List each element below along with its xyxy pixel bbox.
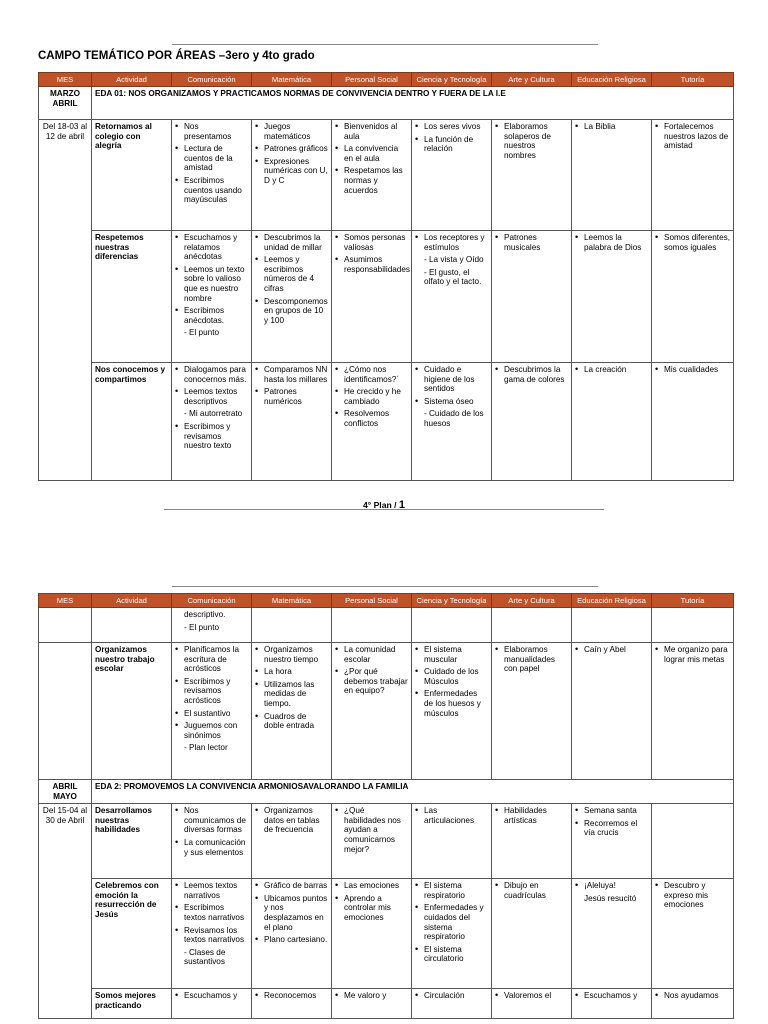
- activity-title: Desarrollamos nuestras habilidades: [92, 804, 172, 879]
- cell-list: [495, 806, 568, 825]
- bullet-item: • Patrones numéricos: [255, 387, 328, 406]
- bullet-item: • Elaboramos solaperos de nuestros nombres: [495, 122, 568, 160]
- column-header: Educación Religiosa: [572, 73, 652, 87]
- cell-list: [175, 806, 248, 857]
- cell-list: [495, 122, 568, 160]
- bullet-item: • Gráfico de barras: [255, 881, 328, 891]
- cell-list: [335, 645, 408, 696]
- content-cell: [492, 120, 572, 231]
- bullet-item: • Cuidado de los Músculos: [415, 667, 488, 686]
- cell-list: [655, 881, 730, 910]
- bullet-item: • Juegos matemáticos: [255, 122, 328, 141]
- content-cell: [332, 643, 412, 780]
- content-cell: [172, 120, 252, 231]
- content-cell: [572, 879, 652, 989]
- top-rule: [172, 586, 598, 587]
- bullet-item: • Resolvemos conflictos: [335, 409, 408, 428]
- bullet-item: • Escuchamos y relatamos anécdotas: [175, 233, 248, 262]
- activity-title: Celebremos con emoción la resurrección de Jesús: [92, 879, 172, 989]
- cell-list: [575, 645, 648, 655]
- bullet-item: • Leemos textos narrativos: [175, 881, 248, 900]
- content-cell: [492, 879, 572, 989]
- content-cell: [252, 989, 332, 1019]
- activity-title: Organizamos nuestro trabajo escolar: [95, 645, 155, 674]
- eda-row: [39, 780, 734, 804]
- content-cell: [252, 231, 332, 363]
- month-label: MARZO: [49, 89, 80, 98]
- bullet-item: • Enfermedades y cuidados del sistema respiratorio: [415, 903, 488, 941]
- content-cell: [172, 989, 252, 1019]
- column-header: Arte y Cultura: [492, 73, 572, 87]
- bullet-item: • Escribimos y revisamos nuestro texto: [175, 422, 248, 451]
- content-cell: [252, 643, 332, 780]
- bullet-item: • La hora: [255, 667, 328, 677]
- cell-list: [495, 365, 568, 384]
- cell-list: [415, 122, 488, 154]
- content-cell: [332, 120, 412, 231]
- table-row: [39, 804, 734, 879]
- cell-list: [655, 645, 730, 664]
- sub-item: - El punto: [184, 328, 220, 338]
- content-cell: [332, 363, 412, 481]
- content-cell: [332, 231, 412, 363]
- bullet-item: • Escribimos textos narrativos: [175, 903, 248, 922]
- content-cell: [39, 643, 92, 780]
- bullet-item: • Circulación: [415, 991, 488, 1001]
- bullet-item: • ¿Qué habilidades nos ayudan a comunicarnos mejor?: [335, 806, 408, 854]
- footer-label: 4° Plan /: [362, 500, 399, 510]
- bullet-item: • La creación: [575, 365, 648, 375]
- content-cell: [172, 643, 252, 780]
- content-cell: [652, 989, 734, 1019]
- content-cell: [652, 120, 734, 231]
- cell-list: [415, 365, 488, 429]
- bullet-item: • Aprendo a controlar mis emociones: [335, 894, 408, 923]
- bullet-item: • El sistema circulatorio: [415, 945, 488, 964]
- content-cell: [572, 804, 652, 879]
- content-cell: [332, 608, 412, 643]
- bullet-item: • Bienvenidos al aula: [335, 122, 408, 141]
- cell-list: [655, 233, 730, 252]
- sub-item: descriptivo.: [184, 610, 226, 619]
- month-label: ABRIL: [52, 782, 78, 791]
- bullet-item: • Semana santa: [575, 806, 648, 816]
- bullet-item: • Elaboramos manualidades con papel: [495, 645, 568, 674]
- eda-title: EDA 01: NOS ORGANIZAMOS Y PRACTICAMOS NORMAS DE CONVIVENCIA DENTRO Y FUERA DE LA I.E: [92, 87, 734, 120]
- bullet-item: • Leemos y escribimos números de 4 cifras: [255, 255, 328, 293]
- bullet-item: • Juguemos con sinónimos: [175, 721, 248, 740]
- bullet-item: • Somos personas valiosas: [335, 233, 408, 252]
- column-header: Personal Social: [332, 73, 412, 87]
- sub-item: - Mi autorretrato: [184, 409, 243, 419]
- cell-list: [95, 645, 168, 674]
- cell-list: [655, 122, 730, 151]
- bullet-item: • La comunicación y sus elementos: [175, 838, 248, 857]
- bullet-item: • Dialogamos para conocernos más.: [175, 365, 248, 384]
- bullet-item: • Escribimos cuentos usando mayúsculas: [175, 176, 248, 205]
- table-row: [39, 608, 734, 643]
- column-header: Tutoría: [652, 594, 734, 608]
- bullet-item: • Escribimos anécdotas.: [175, 306, 248, 325]
- sub-item: - El punto: [184, 622, 220, 632]
- cell-list: [335, 365, 408, 429]
- column-header: Tutoría: [652, 73, 734, 87]
- date-range: Del 15-04 al 30 de Abril: [39, 804, 92, 1019]
- cell-list: [175, 881, 248, 967]
- cell-list: [575, 365, 648, 375]
- table-row: [39, 120, 734, 231]
- bullet-item: • Lectura de cuentos de la amistad: [175, 144, 248, 173]
- content-cell: [412, 608, 492, 643]
- cell-list: [335, 233, 408, 274]
- bullet-item: • Ubicamos puntos y nos desplazamos en el plano: [255, 894, 328, 932]
- activity-title: Retornamos al colegio con alegría: [92, 120, 172, 231]
- bullet-item: • El sustantivo: [175, 709, 248, 719]
- bullet-item: • ¿Por qué debemos trabajar en equipo?: [335, 667, 408, 696]
- content-cell: [492, 363, 572, 481]
- bullet-item: • Escribimos y revisamos acrósticos: [175, 677, 248, 706]
- bullet-item: • Respetamos las normas y acuerdos: [335, 166, 408, 195]
- bullet-item: • Patrones musicales: [495, 233, 568, 252]
- bullet-item: • Descomponemos en grupos de 10 y 100: [255, 297, 328, 326]
- month-cell: [39, 87, 92, 120]
- cell-list: [175, 365, 248, 451]
- bullet-item: • Descubro y expreso mis emociones: [655, 881, 730, 910]
- page-2: [0, 560, 768, 1024]
- sub-item: Jesús resucitó: [584, 893, 637, 903]
- bullet-item: • Organizamos nuestro tiempo: [255, 645, 328, 664]
- cell-list: [415, 991, 488, 1001]
- content-cell: [652, 231, 734, 363]
- bullet-item: • Las emociones: [335, 881, 408, 891]
- bullet-item: • Nos presentamos: [175, 122, 248, 141]
- column-header: Actividad: [92, 73, 172, 87]
- page-footer: [0, 499, 768, 511]
- cell-list: [255, 645, 328, 731]
- header-row: [39, 594, 734, 608]
- content-cell: [412, 989, 492, 1019]
- cell-list: [575, 806, 648, 838]
- bullet-item: • Asumimos responsabilidades: [335, 255, 408, 274]
- content-cell: [172, 608, 252, 643]
- column-header: Comunicación: [172, 594, 252, 608]
- bullet-item: • Descubrimos la unidad de millar: [255, 233, 328, 252]
- bullet-item: • La convivencia en el aula: [335, 144, 408, 163]
- content-cell: [172, 231, 252, 363]
- content-cell: [412, 643, 492, 780]
- bullet-item: • ¡Aleluya!: [575, 881, 648, 891]
- bullet-item: • Leemos la palabra de Dios: [575, 233, 648, 252]
- bullet-item: • Valoremos el: [495, 991, 568, 1001]
- cell-list: [575, 881, 648, 903]
- cell-list: [495, 233, 568, 252]
- bullet-item: • Expresiones numéricas con U, D y C: [255, 157, 328, 186]
- content-cell: [92, 643, 172, 780]
- cell-list: [655, 991, 730, 1001]
- column-header: Comunicación: [172, 73, 252, 87]
- bullet-item: • Somos diferentes, somos iguales: [655, 233, 730, 252]
- cell-list: [335, 806, 408, 854]
- cell-list: [335, 991, 408, 1001]
- top-rule: [172, 44, 598, 45]
- content-cell: [572, 643, 652, 780]
- cell-list: [255, 806, 328, 835]
- cell-list: [495, 881, 568, 900]
- cell-list: [255, 122, 328, 186]
- content-cell: [252, 363, 332, 481]
- bullet-item: • Nos ayudamos: [655, 991, 730, 1001]
- bullet-item: • Caín y Abel: [575, 645, 648, 655]
- column-header: Ciencia y Tecnología: [412, 594, 492, 608]
- bullet-item: • Enfermedades de los huesos y músculos: [415, 689, 488, 718]
- cell-list: [415, 233, 488, 287]
- cell-list: [175, 233, 248, 338]
- cell-list: [255, 233, 328, 325]
- cell-list: [495, 645, 568, 674]
- sub-item: - Plan lector: [184, 743, 228, 753]
- bullet-item: • Habilidades artísticas: [495, 806, 568, 825]
- bullet-item: • Recorremos el vía crucis: [575, 819, 648, 838]
- activity-title: Somos mejores practicando: [92, 989, 172, 1019]
- content-cell: [412, 120, 492, 231]
- content-cell: [172, 879, 252, 989]
- bullet-item: • He crecido y he cambiado: [335, 387, 408, 406]
- column-header: Actividad: [92, 594, 172, 608]
- bullet-item: • Fortalecemos nuestros lazos de amistad: [655, 122, 730, 151]
- bullet-item: • Los seres vivos: [415, 122, 488, 132]
- content-cell: [172, 804, 252, 879]
- column-header: Ciencia y Tecnología: [412, 73, 492, 87]
- content-cell: [412, 804, 492, 879]
- bullet-item: • Planificamos la escritura de acrósticos: [175, 645, 248, 674]
- content-cell: [652, 363, 734, 481]
- cell-list: [655, 365, 730, 375]
- bullet-item: • Plano cartesiano.: [255, 935, 328, 945]
- content-cell: [652, 643, 734, 780]
- cell-list: [575, 233, 648, 252]
- bullet-item: • Descubrimos la gama de colores: [495, 365, 568, 384]
- cell-list: [335, 122, 408, 195]
- bullet-item: • Leemos un texto sobre lo valioso que es nuestro nombre: [175, 265, 248, 303]
- column-header: MES: [39, 594, 92, 608]
- cell-list: [175, 645, 248, 753]
- content-cell: [572, 363, 652, 481]
- month-label: MAYO: [53, 791, 77, 801]
- cell-list: [575, 122, 648, 132]
- content-cell: [572, 231, 652, 363]
- content-cell: [252, 879, 332, 989]
- bullet-item: • Escuchamos y: [575, 991, 648, 1001]
- bullet-item: • Los receptores y estímulos: [415, 233, 488, 252]
- cell-list: [255, 881, 328, 945]
- cell-list: [175, 122, 248, 205]
- table-row: [39, 643, 734, 780]
- content-cell: [492, 804, 572, 879]
- bullet-item: • Organizamos datos en tablas de frecuencia: [255, 806, 328, 835]
- bullet-item: • Patrones gráficos: [255, 144, 328, 154]
- content-cell: [492, 608, 572, 643]
- sub-item: - Cuidado de los huesos: [424, 409, 484, 428]
- content-cell: [412, 879, 492, 989]
- bullet-item: • Escuchamos y: [175, 991, 248, 1001]
- cell-list: [415, 806, 488, 825]
- bullet-item: • Sistema óseo: [415, 397, 488, 407]
- cell-list: [175, 991, 248, 1001]
- bullet-item: • La comunidad escolar: [335, 645, 408, 664]
- bullet-item: • Reconocemos: [255, 991, 328, 1001]
- table-row: [39, 231, 734, 363]
- content-cell: [652, 879, 734, 989]
- content-cell: [572, 989, 652, 1019]
- content-cell: [492, 643, 572, 780]
- content-cell: [412, 363, 492, 481]
- cell-list: [415, 881, 488, 964]
- column-header: Matemática: [252, 594, 332, 608]
- document-title: CAMPO TEMÁTICO POR ÁREAS –3ero y 4to grado: [38, 50, 315, 62]
- bullet-item: • Dibujo en cuadrículas: [495, 881, 568, 900]
- plan-table-page-1: [38, 72, 734, 481]
- sub-item: - El gusto, el olfato y el tacto.: [424, 267, 482, 287]
- bullet-item: • ¿Cómo nos identificamos?´: [335, 365, 408, 384]
- bullet-item: • Cuidado e higiene de los sentidos: [415, 365, 488, 394]
- bullet-item: • Cuadros de doble entrada: [255, 712, 328, 731]
- cell-list: [175, 610, 248, 632]
- table-row: [39, 989, 734, 1019]
- bullet-item: • Mis cualidades: [655, 365, 730, 375]
- content-cell: [252, 804, 332, 879]
- activity-title: Nos conocemos y compartimos: [92, 363, 172, 481]
- bullet-item: • El sistema muscular: [415, 645, 488, 664]
- eda-title: EDA 2: PROMOVEMOS LA CONVIVENCIA ARMONIOSAVALORANDO LA FAMILIA: [92, 780, 734, 804]
- sub-item: - Clases de sustantivos: [184, 947, 226, 967]
- column-header: Arte y Cultura: [492, 594, 572, 608]
- table-row: [39, 879, 734, 989]
- table-row: [39, 363, 734, 481]
- content-cell: [332, 989, 412, 1019]
- content-cell: [652, 608, 734, 643]
- content-cell: [572, 608, 652, 643]
- content-cell: [332, 804, 412, 879]
- bullet-item: • Me organizo para lograr mis metas: [655, 645, 730, 664]
- bullet-item: • El sistema respiratorio: [415, 881, 488, 900]
- cell-list: [415, 645, 488, 718]
- bullet-item: • Utilizamos las medidas de tiempo.: [255, 680, 328, 709]
- bullet-item: • Me valoro y: [335, 991, 408, 1001]
- content-cell: [172, 363, 252, 481]
- content-cell: [39, 608, 92, 643]
- bullet-item: • La Biblia: [575, 122, 648, 132]
- content-cell: [652, 804, 734, 879]
- month-cell: [39, 780, 92, 804]
- activity-title: Respetemos nuestras diferencias: [92, 231, 172, 363]
- cell-list: [575, 991, 648, 1001]
- content-cell: [252, 120, 332, 231]
- sub-item: - La vista y Oído: [424, 255, 484, 265]
- cell-list: [255, 365, 328, 406]
- cell-list: [495, 991, 568, 1001]
- bullet-item: • La función de relación: [415, 135, 488, 154]
- bullet-item: • Leemos textos descriptivos: [175, 387, 248, 406]
- date-range: Del 18-03 al 12 de abril: [39, 120, 92, 481]
- eda-row: [39, 87, 734, 120]
- content-cell: [252, 608, 332, 643]
- content-cell: [572, 120, 652, 231]
- column-header: Matemática: [252, 73, 332, 87]
- content-cell: [412, 231, 492, 363]
- plan-table-page-2: [38, 593, 734, 1019]
- bullet-item: • Nos comunicamos de diversas formas: [175, 806, 248, 835]
- cell-list: [335, 881, 408, 922]
- column-header: Educación Religiosa: [572, 594, 652, 608]
- page-number: 1: [398, 499, 406, 511]
- column-header: MES: [39, 73, 92, 87]
- cell-list: [255, 991, 328, 1001]
- bullet-item: • Comparamos NN hasta los millares: [255, 365, 328, 384]
- content-cell: [492, 989, 572, 1019]
- header-row: [39, 73, 734, 87]
- column-header: Personal Social: [332, 594, 412, 608]
- bullet-item: • Las articulaciones: [415, 806, 488, 825]
- content-cell: [492, 231, 572, 363]
- bullet-item: • Revisamos los textos narrativos: [175, 926, 248, 945]
- content-cell: [332, 879, 412, 989]
- content-cell: [92, 608, 172, 643]
- month-label: ABRIL: [52, 98, 78, 108]
